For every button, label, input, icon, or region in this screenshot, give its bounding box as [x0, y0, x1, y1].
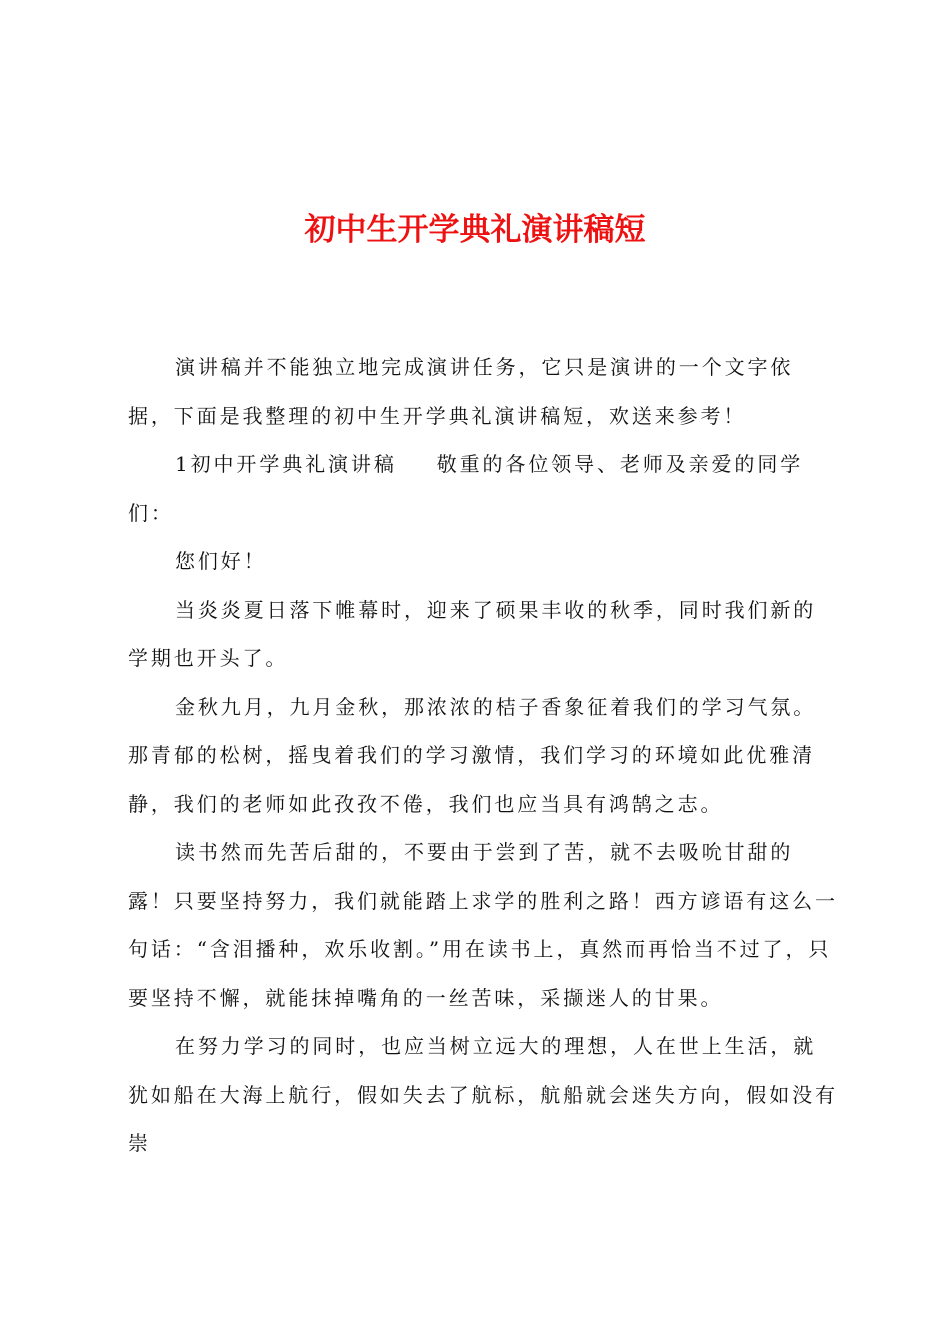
section-heading-paragraph	[128, 440, 838, 537]
salutation: 敬重的各位领导、老师及亲爱的同学们：	[128, 452, 804, 525]
body-paragraph: 金秋九月，九月金秋，那浓浓的桔子香象征着我们的学习气氛。那青郁的松树，摇曳着我们的学习激情，我们学习的环境如此优雅清静，我们的老师如此孜孜不倦，我们也应当具有鸿鹄之志。	[128, 694, 817, 816]
section-heading: 1初中开学典礼演讲稿	[175, 452, 397, 476]
intro-paragraph: 演讲稿并不能独立地完成演讲任务，它只是演讲的一个文字依据，下面是我整理的初中生开学典礼演讲稿短，欢送来参考！	[128, 355, 794, 428]
greeting-paragraph: 您们好！	[175, 549, 267, 573]
body-paragraph: 当炎炎夏日落下帷幕时，迎来了硕果丰收的秋季，同时我们新的学期也开头了。	[128, 597, 817, 670]
body-paragraph: 在努力学习的同时，也应当树立远大的理想，人在世上生活，就犹如船在大海上航行，假如失去了航标，航船就会迷失方向，假如没有崇	[128, 1034, 838, 1155]
body-paragraph: 读书然而先苦后甜的，不要由于尝到了苦，就不去吸吮甘甜的露！只要坚持努力，我们就能踏上求学的胜利之路！西方谚语有这么一句话：“含泪播种，欢乐收割。”用在读书上，真然而再恰当不过了，只要坚持不懈，就能抹掉嘴角的一丝苦味，采撷迷人的甘果。	[128, 840, 838, 1010]
document-title: 初中生开学典礼演讲稿短	[304, 212, 646, 248]
document-body	[128, 343, 838, 1168]
